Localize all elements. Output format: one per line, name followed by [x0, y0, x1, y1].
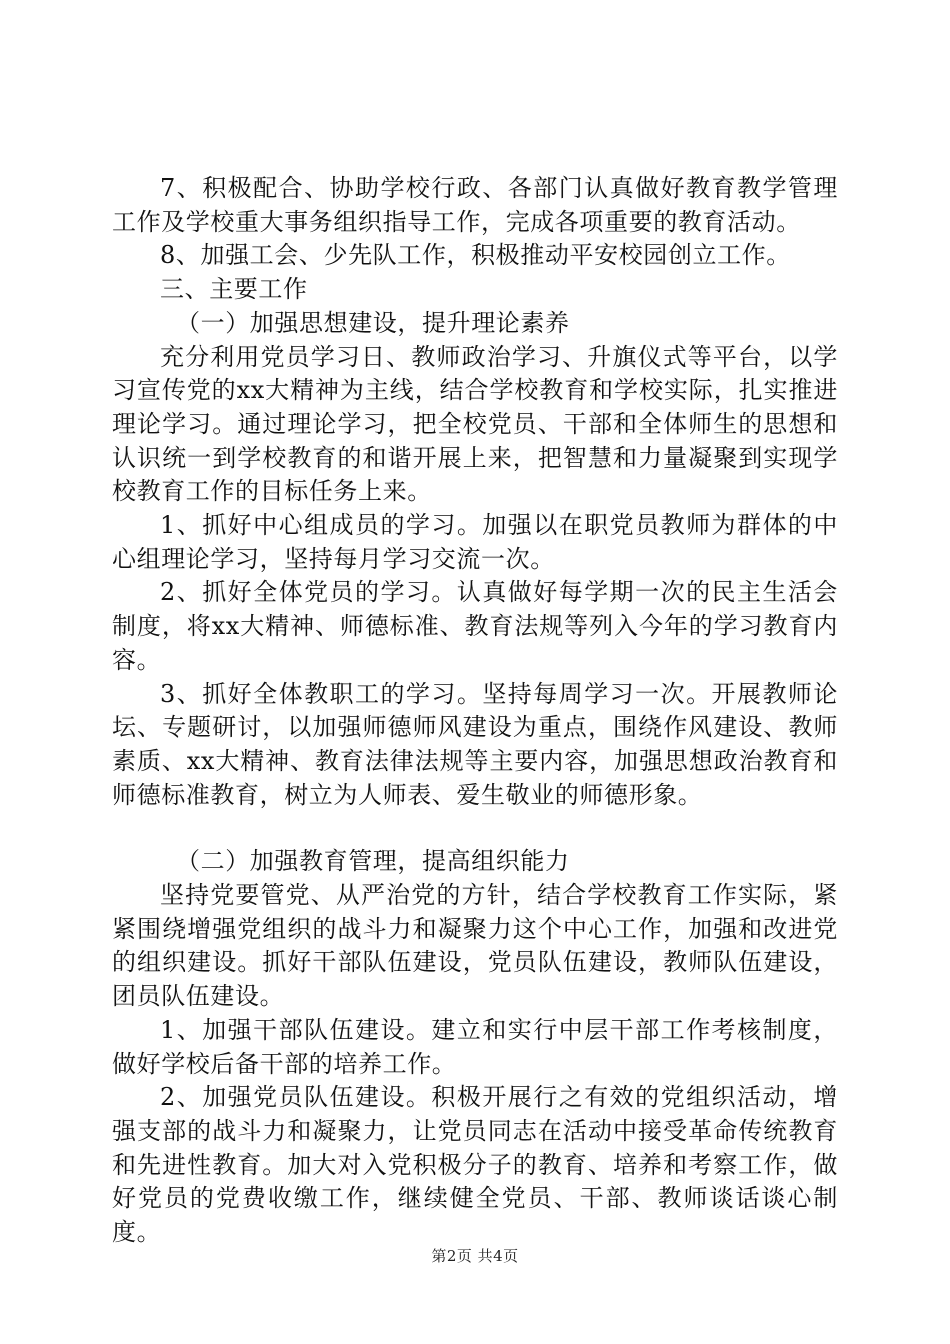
- subsection-heading-1: （一）加强思想建设，提升理论素养: [176, 308, 570, 337]
- page-number-footer: 第2页 共4页: [431, 1247, 519, 1265]
- paragraph-item-7: 7、积极配合、协助学校行政、各部门认真做好教育教学管理工作及学校重大事务组织指导工作，完成各项重要的教育活动。: [112, 174, 838, 236]
- paragraph-organization-building: 坚持党要管党、从严治党的方针，结合学校教育工作实际，紧紧围绕增强党组织的战斗力和凝聚力这个中心工作，加强和改进党的组织建设。抓好干部队伍建设，党员队伍建设，教师队伍建设，团员队伍建设。: [112, 881, 838, 1011]
- paragraph-cadre-team: 1、加强干部队伍建设。建立和实行中层干部工作考核制度，做好学校后备干部的培养工作。: [112, 1015, 838, 1078]
- section-heading-main-work: 三、主要工作: [160, 275, 308, 304]
- document-body: [112, 172, 838, 1250]
- paragraph-theory-study: 充分利用党员学习日、教师政治学习、升旗仪式等平台，以学习宣传党的xx大精神为主线，结合学校教育和学校实际，扎实推进理论学习。通过理论学习，把全校党员、干部和全体师生的思想和认识统一到学校教育的和谐开展上来，把智慧和力量凝聚到实现学校教育工作的目标任务上来。: [112, 342, 838, 506]
- paragraph-party-member-study: 2、抓好全体党员的学习。认真做好每学期一次的民主生活会制度，将xx大精神、师德标准、教育法规等列入今年的学习教育内容。: [112, 578, 838, 674]
- paragraph-core-group-study: 1、抓好中心组成员的学习。加强以在职党员教师为群体的中心组理论学习，坚持每月学习交流一次。: [112, 511, 838, 573]
- paragraph-gap: [112, 812, 838, 845]
- paragraph-item-8: 8、加强工会、少先队工作，积极推动平安校园创立工作。: [160, 241, 791, 270]
- subsection-heading-2: （二）加强教育管理，提高组织能力: [176, 847, 570, 876]
- paragraph-staff-study: 3、抓好全体教职工的学习。坚持每周学习一次。开展教师论坛、专题研讨，以加强师德师风建设为重点，围绕作风建设、教师素质、xx大精神、教育法律法规等主要内容，加强思想政治教育和师德标准教育，树立为人师表、爱生敬业的师德形象。: [112, 679, 838, 809]
- paragraph-party-member-team: 2、加强党员队伍建设。积极开展行之有效的党组织活动，增强支部的战斗力和凝聚力，让党员同志在活动中接受革命传统教育和先进性教育。加大对入党积极分子的教育、培养和考察工作，做好党员的党费收缴工作，继续健全党员、干部、教师谈话谈心制度。: [112, 1083, 838, 1247]
